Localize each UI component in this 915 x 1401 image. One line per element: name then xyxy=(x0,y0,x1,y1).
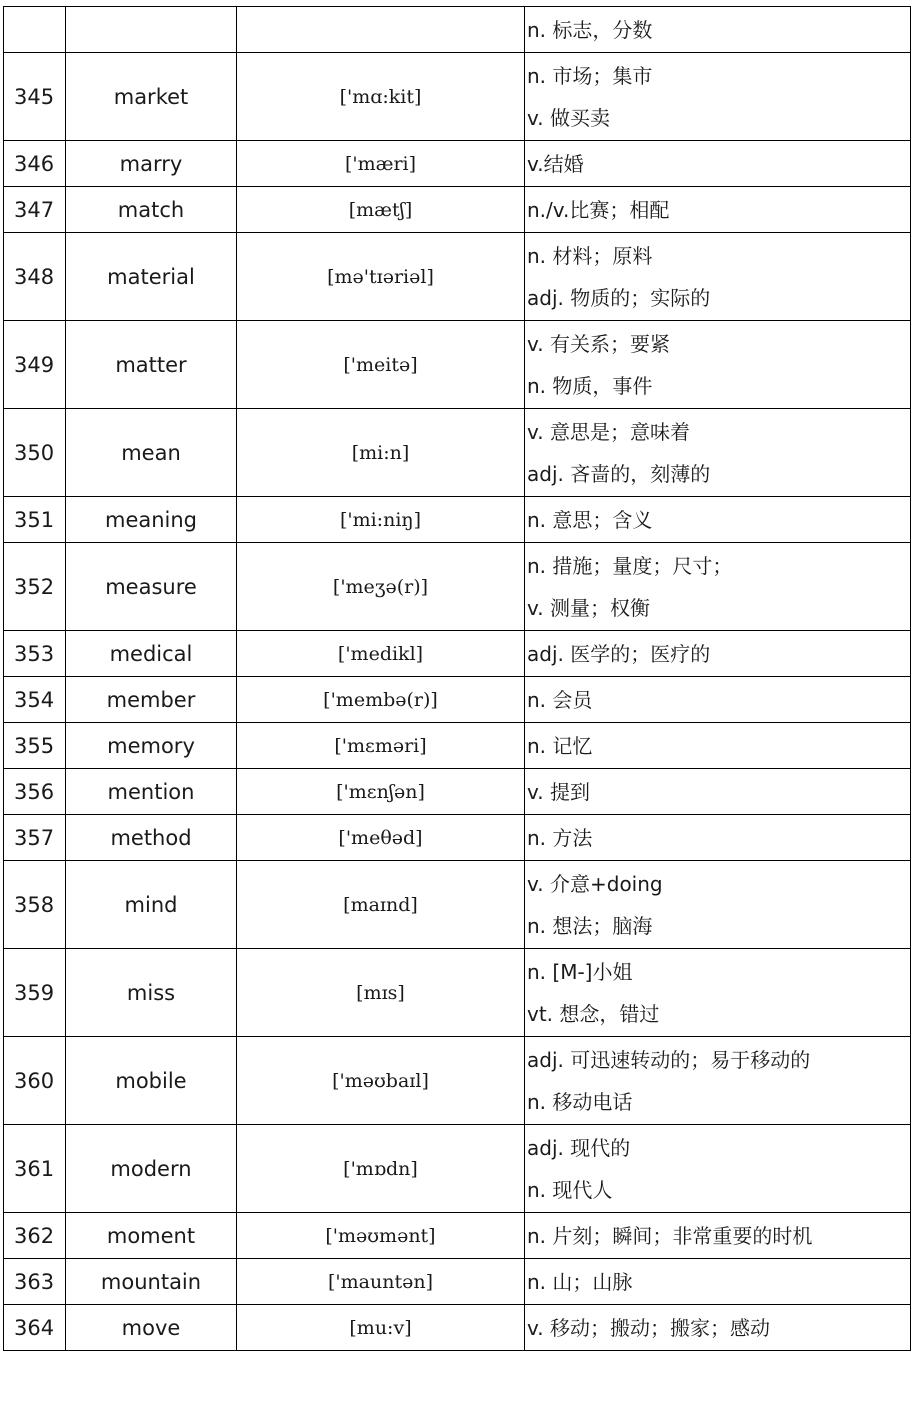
entry-definition xyxy=(525,815,911,861)
definition-line: n. 措施；量度；尺寸； xyxy=(527,553,733,578)
entry-word: mobile xyxy=(66,1037,237,1125)
definition-line: n. 片刻；瞬间；非常重要的时机 xyxy=(527,1223,813,1248)
entry-definition xyxy=(525,1305,911,1351)
entry-phonetic: [mu:v] xyxy=(237,1305,525,1351)
entry-number xyxy=(4,7,66,53)
table-row xyxy=(4,949,911,1037)
entry-word: market xyxy=(66,53,237,141)
table-row xyxy=(4,141,911,187)
definition-line: v. 意思是；意味着 xyxy=(527,419,690,444)
entry-definition xyxy=(525,631,911,677)
entry-phonetic: ['mɑ:kit] xyxy=(237,53,525,141)
entry-phonetic: ['mɒdn] xyxy=(237,1125,525,1213)
table-row xyxy=(4,1213,911,1259)
vocabulary-table xyxy=(3,6,911,1351)
entry-word: marry xyxy=(66,141,237,187)
vocabulary-table-body xyxy=(4,7,911,1351)
definition-line: n. 材料；原料 xyxy=(527,243,653,268)
entry-number: 360 xyxy=(4,1037,66,1125)
entry-number: 354 xyxy=(4,677,66,723)
table-row xyxy=(4,543,911,631)
entry-definition xyxy=(525,7,911,53)
table-row xyxy=(4,723,911,769)
entry-phonetic: ['məʊmənt] xyxy=(237,1213,525,1259)
entry-definition xyxy=(525,1037,911,1125)
table-row xyxy=(4,321,911,409)
definition-line: adj. 医学的；医疗的 xyxy=(527,641,711,666)
entry-phonetic: [mɪs] xyxy=(237,949,525,1037)
entry-word: modern xyxy=(66,1125,237,1213)
entry-word xyxy=(66,7,237,53)
entry-word: move xyxy=(66,1305,237,1351)
entry-word: member xyxy=(66,677,237,723)
entry-definition xyxy=(525,769,911,815)
entry-phonetic: ['membə(r)] xyxy=(237,677,525,723)
entry-word: miss xyxy=(66,949,237,1037)
entry-phonetic: ['mauntən] xyxy=(237,1259,525,1305)
entry-word: mind xyxy=(66,861,237,949)
entry-definition xyxy=(525,1259,911,1305)
entry-phonetic: [mi:n] xyxy=(237,409,525,497)
entry-phonetic: [mə'tɪəriəl] xyxy=(237,233,525,321)
definition-line: v.结婚 xyxy=(527,151,584,176)
definition-line: v. 提到 xyxy=(527,779,590,804)
definition-line: adj. 可迅速转动的；易于移动的 xyxy=(527,1047,811,1072)
entry-phonetic: ['meθəd] xyxy=(237,815,525,861)
entry-phonetic xyxy=(237,7,525,53)
table-row xyxy=(4,1259,911,1305)
entry-number: 356 xyxy=(4,769,66,815)
entry-definition xyxy=(525,497,911,543)
entry-definition xyxy=(525,677,911,723)
entry-phonetic: ['mɛməri] xyxy=(237,723,525,769)
entry-word: measure xyxy=(66,543,237,631)
entry-number: 363 xyxy=(4,1259,66,1305)
entry-definition xyxy=(525,53,911,141)
table-row xyxy=(4,861,911,949)
definition-line: adj. 吝啬的，刻薄的 xyxy=(527,461,711,486)
entry-definition xyxy=(525,321,911,409)
entry-word: mean xyxy=(66,409,237,497)
entry-number: 346 xyxy=(4,141,66,187)
entry-number: 355 xyxy=(4,723,66,769)
definition-line: adj. 现代的 xyxy=(527,1135,631,1160)
entry-word: moment xyxy=(66,1213,237,1259)
entry-phonetic: ['medikl] xyxy=(237,631,525,677)
entry-phonetic: ['meʒə(r)] xyxy=(237,543,525,631)
definition-line: n. 现代人 xyxy=(527,1177,613,1202)
entry-word: method xyxy=(66,815,237,861)
entry-number: 353 xyxy=(4,631,66,677)
entry-phonetic: ['mɛnʃən] xyxy=(237,769,525,815)
entry-definition xyxy=(525,233,911,321)
entry-definition xyxy=(525,949,911,1037)
definition-line: v. 介意+doing xyxy=(527,871,663,896)
definition-line: v. 移动；搬动；搬家；感动 xyxy=(527,1315,770,1340)
definition-line: n. 山；山脉 xyxy=(527,1269,633,1294)
entry-word: medical xyxy=(66,631,237,677)
entry-definition xyxy=(525,723,911,769)
entry-word: meaning xyxy=(66,497,237,543)
table-row xyxy=(4,677,911,723)
entry-number: 352 xyxy=(4,543,66,631)
table-row xyxy=(4,1125,911,1213)
entry-number: 358 xyxy=(4,861,66,949)
table-row xyxy=(4,7,911,53)
entry-definition xyxy=(525,1213,911,1259)
entry-definition xyxy=(525,543,911,631)
entry-number: 349 xyxy=(4,321,66,409)
definition-line: n. 记忆 xyxy=(527,733,593,758)
table-row xyxy=(4,1305,911,1351)
entry-word: match xyxy=(66,187,237,233)
table-row xyxy=(4,187,911,233)
entry-phonetic: ['məʊbaɪl] xyxy=(237,1037,525,1125)
entry-phonetic: ['meitə] xyxy=(237,321,525,409)
entry-number: 347 xyxy=(4,187,66,233)
entry-word: memory xyxy=(66,723,237,769)
table-row xyxy=(4,1037,911,1125)
entry-number: 357 xyxy=(4,815,66,861)
entry-number: 361 xyxy=(4,1125,66,1213)
entry-word: mention xyxy=(66,769,237,815)
definition-line: n. 市场；集市 xyxy=(527,63,653,88)
entry-definition xyxy=(525,861,911,949)
entry-number: 362 xyxy=(4,1213,66,1259)
entry-number: 364 xyxy=(4,1305,66,1351)
definition-line: n. 移动电话 xyxy=(527,1089,633,1114)
entry-definition xyxy=(525,141,911,187)
entry-definition xyxy=(525,187,911,233)
entry-phonetic: [mætʃ] xyxy=(237,187,525,233)
entry-word: matter xyxy=(66,321,237,409)
table-row xyxy=(4,631,911,677)
table-row xyxy=(4,815,911,861)
definition-line: n. 方法 xyxy=(527,825,593,850)
entry-definition xyxy=(525,409,911,497)
entry-number: 359 xyxy=(4,949,66,1037)
table-row xyxy=(4,497,911,543)
definition-line: vt. 想念，错过 xyxy=(527,1001,660,1026)
definition-line: n. 会员 xyxy=(527,687,593,712)
definition-line: n. 标志，分数 xyxy=(527,17,653,42)
table-row xyxy=(4,53,911,141)
entry-word: mountain xyxy=(66,1259,237,1305)
definition-line: n./v.比赛；相配 xyxy=(527,197,670,222)
table-row xyxy=(4,409,911,497)
entry-number: 351 xyxy=(4,497,66,543)
entry-phonetic: [maɪnd] xyxy=(237,861,525,949)
definition-line: v. 做买卖 xyxy=(527,105,610,130)
entry-number: 345 xyxy=(4,53,66,141)
definition-line: n. 想法；脑海 xyxy=(527,913,653,938)
entry-number: 348 xyxy=(4,233,66,321)
table-row xyxy=(4,233,911,321)
entry-number: 350 xyxy=(4,409,66,497)
definition-line: n. 意思；含义 xyxy=(527,507,653,532)
entry-phonetic: ['mæri] xyxy=(237,141,525,187)
definition-line: v. 有关系；要紧 xyxy=(527,331,670,356)
entry-phonetic: ['mi:niŋ] xyxy=(237,497,525,543)
definition-line: v. 测量；权衡 xyxy=(527,595,650,620)
definition-line: n. 物质，事件 xyxy=(527,373,653,398)
table-row xyxy=(4,769,911,815)
entry-word: material xyxy=(66,233,237,321)
definition-line: n. [M-]小姐 xyxy=(527,959,633,984)
definition-line: adj. 物质的；实际的 xyxy=(527,285,711,310)
entry-definition xyxy=(525,1125,911,1213)
